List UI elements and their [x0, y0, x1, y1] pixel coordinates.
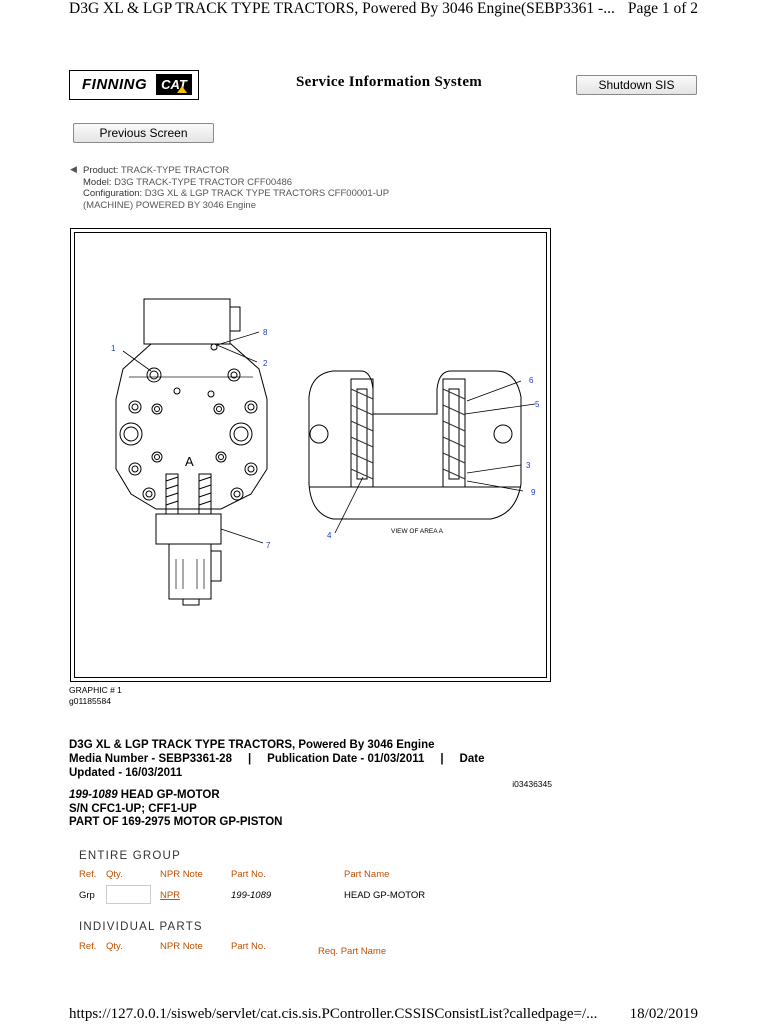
print-header-title: D3G XL & LGP TRACK TYPE TRACTORS, Powered By 3046 Engine(SEBP3361 -...: [69, 0, 615, 17]
graphic-id: g01185584: [69, 696, 111, 706]
document-title-line-3: Updated - 16/03/2011: [69, 767, 183, 779]
entire-group-heading: ENTIRE GROUP: [79, 850, 181, 862]
finning-cat-logo: [69, 70, 199, 100]
serial-numbers: S/N CFC1-UP; CFF1-UP: [69, 802, 197, 815]
document-title-line-1: D3G XL & LGP TRACK TYPE TRACTORS, Powered By 3046 Engine: [69, 739, 435, 751]
callout-8: 8: [263, 328, 268, 337]
model-label: Model:: [83, 176, 112, 188]
group-part-no: 199-1089: [231, 890, 272, 901]
solenoid-valve: [169, 544, 211, 599]
graphic-number: GRAPHIC # 1: [69, 685, 122, 695]
product-value: TRACK-TYPE TRACTOR: [120, 165, 230, 176]
product-label: Product:: [83, 165, 119, 176]
logo-cat-triangle: [177, 86, 187, 93]
app-title: Service Information System: [296, 74, 483, 90]
ind-col-req-part-name: Req. Part Name: [318, 946, 387, 957]
print-header-page: Page 1 of 2: [627, 0, 698, 17]
shutdown-sis-button[interactable]: Shutdown SIS: [576, 75, 697, 95]
part-of: PART OF 169-2975 MOTOR GP-PISTON: [69, 816, 283, 828]
configuration-value-2: (MACHINE) POWERED BY 3046 Engine: [83, 199, 256, 211]
part-number: 199-1089: [69, 789, 118, 801]
callout-5: 5: [535, 400, 540, 409]
model-value: D3G TRACK-TYPE TRACTOR CFF00486: [114, 176, 293, 188]
callout-9: 9: [531, 488, 536, 497]
group-part-name: HEAD GP-MOTOR: [344, 890, 426, 901]
npr-link[interactable]: NPR: [160, 890, 181, 901]
document-title-line-2: Media Number - SEBP3361-28 | Publication Date - 01/03/2011 | Date: [69, 753, 485, 765]
head-gp-motor-drawing: [71, 229, 552, 683]
callout-6: 6: [529, 376, 534, 385]
configuration-label: Configuration:: [83, 188, 143, 199]
col-qty: Qty.: [106, 869, 123, 880]
footer-url: https://127.0.0.1/sisweb/servlet/cat.cis.sis.PController.CSSISConsistList?calledpage=/...: [69, 1006, 598, 1022]
graphic-caption: [69, 685, 122, 707]
parts-illustration: [70, 228, 551, 682]
ind-col-qty: Qty.: [106, 941, 123, 952]
col-npr-note: NPR Note: [160, 869, 203, 880]
ind-col-npr-note: NPR Note: [160, 941, 203, 952]
callout-1: 1: [111, 344, 116, 353]
callout-4: 4: [327, 531, 332, 540]
col-ref: Ref.: [79, 869, 97, 880]
part-name: HEAD GP-MOTOR: [117, 789, 220, 801]
callout-3: 3: [526, 461, 531, 470]
group-ref: Grp: [79, 890, 95, 901]
previous-screen-button[interactable]: Previous Screen: [73, 123, 214, 143]
callout-7: 7: [266, 541, 271, 550]
valve-block-top: [144, 299, 230, 344]
view-of-area-a-label: VIEW OF AREA A: [391, 528, 444, 535]
logo-finning-text: FINNING: [82, 76, 148, 93]
col-part-no: Part No.: [231, 869, 266, 880]
col-part-name: Part Name: [344, 869, 390, 880]
individual-parts-heading: INDIVIDUAL PARTS: [79, 921, 203, 933]
ind-col-part-no: Part No.: [231, 941, 266, 952]
callout-2: 2: [263, 359, 268, 368]
product-info: [83, 165, 389, 211]
footer-date: 18/02/2019: [629, 1006, 698, 1022]
document-id: i03436345: [512, 779, 552, 789]
configuration-value: D3G XL & LGP TRACK TYPE TRACTORS CFF00001-UP: [144, 188, 390, 199]
back-arrow-icon[interactable]: ◀: [70, 164, 77, 174]
logo-cat-text: CAT: [156, 74, 192, 95]
part-title: [69, 789, 282, 830]
quantity-input[interactable]: [106, 885, 151, 904]
document-title: [69, 738, 529, 780]
solenoid-mount: [156, 514, 221, 544]
ind-col-ref: Ref.: [79, 941, 97, 952]
area-a-label: A: [185, 454, 194, 469]
